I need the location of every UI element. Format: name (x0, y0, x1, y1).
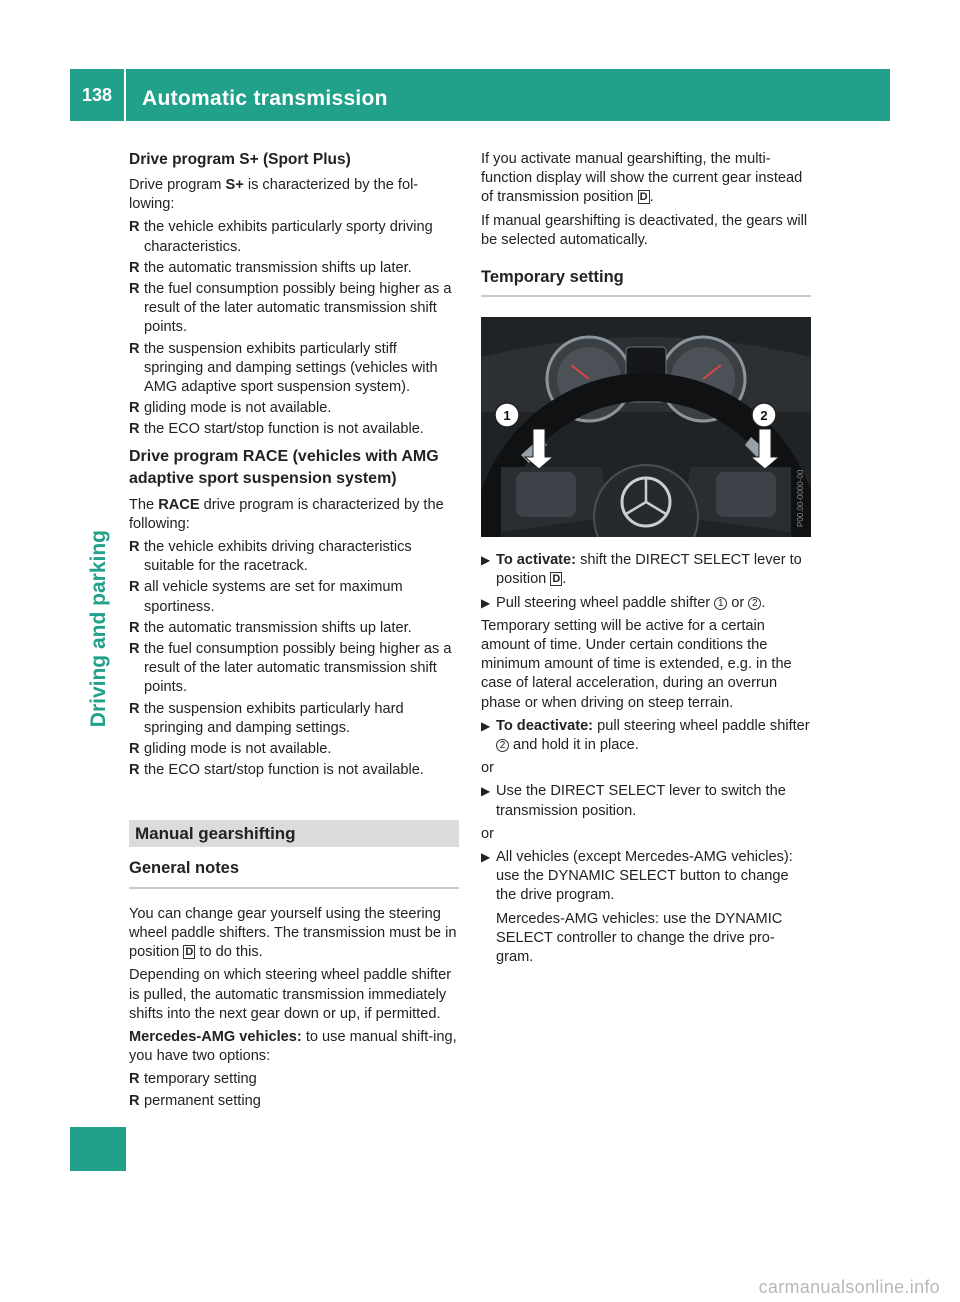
page-number: 138 (70, 69, 126, 121)
steering-wheel-illustration (481, 317, 811, 537)
svg-text:P00.00-0000-00: P00.00-0000-00 (796, 469, 805, 528)
manual-p3: Mercedes-AMG vehicles: to use manual shift-ing, you have two options: (129, 1028, 457, 1065)
temporary-setting-heading: Temporary setting (481, 268, 811, 297)
callout-1: 1 (503, 408, 511, 424)
side-tab-label: Driving and parking (87, 530, 110, 728)
right-p1: If you activate manual gearshifting, the multi-function display will show the current gear instead of transmission position D . (481, 151, 803, 206)
general-notes-heading: General notes (129, 859, 459, 888)
left-column (129, 150, 459, 1117)
steering-wheel-figure (481, 317, 811, 537)
manual-section-title: Manual gearshifting (129, 820, 459, 847)
sport-plus-list (129, 218, 459, 439)
list-item: R all vehicle systems are set for maximum sportiness. (129, 579, 403, 615)
list-item: R the ECO start/stop function is not available. (129, 421, 424, 438)
race-list (129, 538, 459, 780)
side-tab-marker (70, 1127, 126, 1171)
right-column (481, 150, 811, 971)
step-deactivate: ▶ To deactivate: pull steering wheel paddle shifter 2 and hold it in place. (481, 717, 810, 754)
list-item: R the automatic transmission shifts up later. (129, 619, 412, 636)
list-item: R the suspension exhibits particularly hard springing and damping settings. (129, 700, 404, 736)
sport-plus-heading: Drive program S+ (Sport Plus) (129, 151, 351, 168)
right-p3: Temporary setting will be active for a certain amount of time. Under certain conditions the minimum amount of time is extended, e.g. in the case of lateral acceleration, during an overrun phase or when driving on steep terrain. (481, 617, 792, 711)
list-item: R the fuel consumption possibly being higher as a result of the later automatic transmission shift points. (129, 281, 452, 336)
list-item: R the suspension exhibits particularly stiff springing and damping settings (vehicles with AMG adaptive sport suspension system). (129, 340, 438, 396)
list-item: R temporary setting (129, 1071, 257, 1088)
list-item: R the fuel consumption possibly being higher as a result of the later automatic transmission shift points. (129, 641, 452, 696)
list-item: R the automatic transmission shifts up later. (129, 259, 412, 276)
list-item: R gliding mode is not available. (129, 741, 332, 758)
manual-p2: Depending on which steering wheel paddle shifter is pulled, the automatic transmission immediately shifts into the next gear down or up, if permitted. (129, 967, 452, 1022)
chapter-title: Automatic transmission (142, 87, 388, 110)
list-item: R the ECO start/stop function is not available. (129, 762, 424, 779)
options-list (129, 1070, 459, 1110)
watermark: carmanualsonline.info (758, 1277, 940, 1297)
callout-2: 2 (760, 408, 768, 424)
side-tab-label-wrap (86, 530, 116, 728)
sport-plus-intro: Drive program S+ is characterized by the fol-lowing: (129, 177, 419, 213)
right-p2: If manual gearshifting is deactivated, the gears will be selected automatically. (481, 212, 808, 248)
step-pull-paddle: ▶ Pull steering wheel paddle shifter 1 or 2 . (481, 594, 766, 611)
step-direct-select: ▶ Use the DIRECT SELECT lever to switch the transmission position. (481, 783, 786, 819)
step-dynamic-select: ▶ All vehicles (except Mercedes-AMG vehicles): use the DYNAMIC SELECT button to change the drive program. (481, 849, 793, 904)
list-item: R the vehicle exhibits driving characteristics suitable for the racetrack. (129, 539, 412, 575)
race-intro: The RACE drive program is characterized by the following: (129, 496, 444, 532)
list-item: R the vehicle exhibits particularly sporty driving characteristics. (129, 219, 433, 255)
step-activate: ▶ To activate: shift the DIRECT SELECT lever to position D . (481, 552, 802, 588)
step-dynamic-select-amg: Mercedes-AMG vehicles: use the DYNAMIC SELECT controller to change the drive pro-gram. (496, 910, 783, 966)
manual-p1: You can change gear yourself using the steering wheel paddle shifters. The transmission must be in position D to do this. (129, 905, 457, 961)
list-item: R gliding mode is not available. (129, 400, 332, 417)
race-heading: Drive program RACE (vehicles with AMG adaptive sport suspension system) (129, 447, 439, 487)
list-item: R permanent setting (129, 1092, 261, 1109)
or-1: or (481, 760, 494, 777)
or-2: or (481, 825, 494, 842)
